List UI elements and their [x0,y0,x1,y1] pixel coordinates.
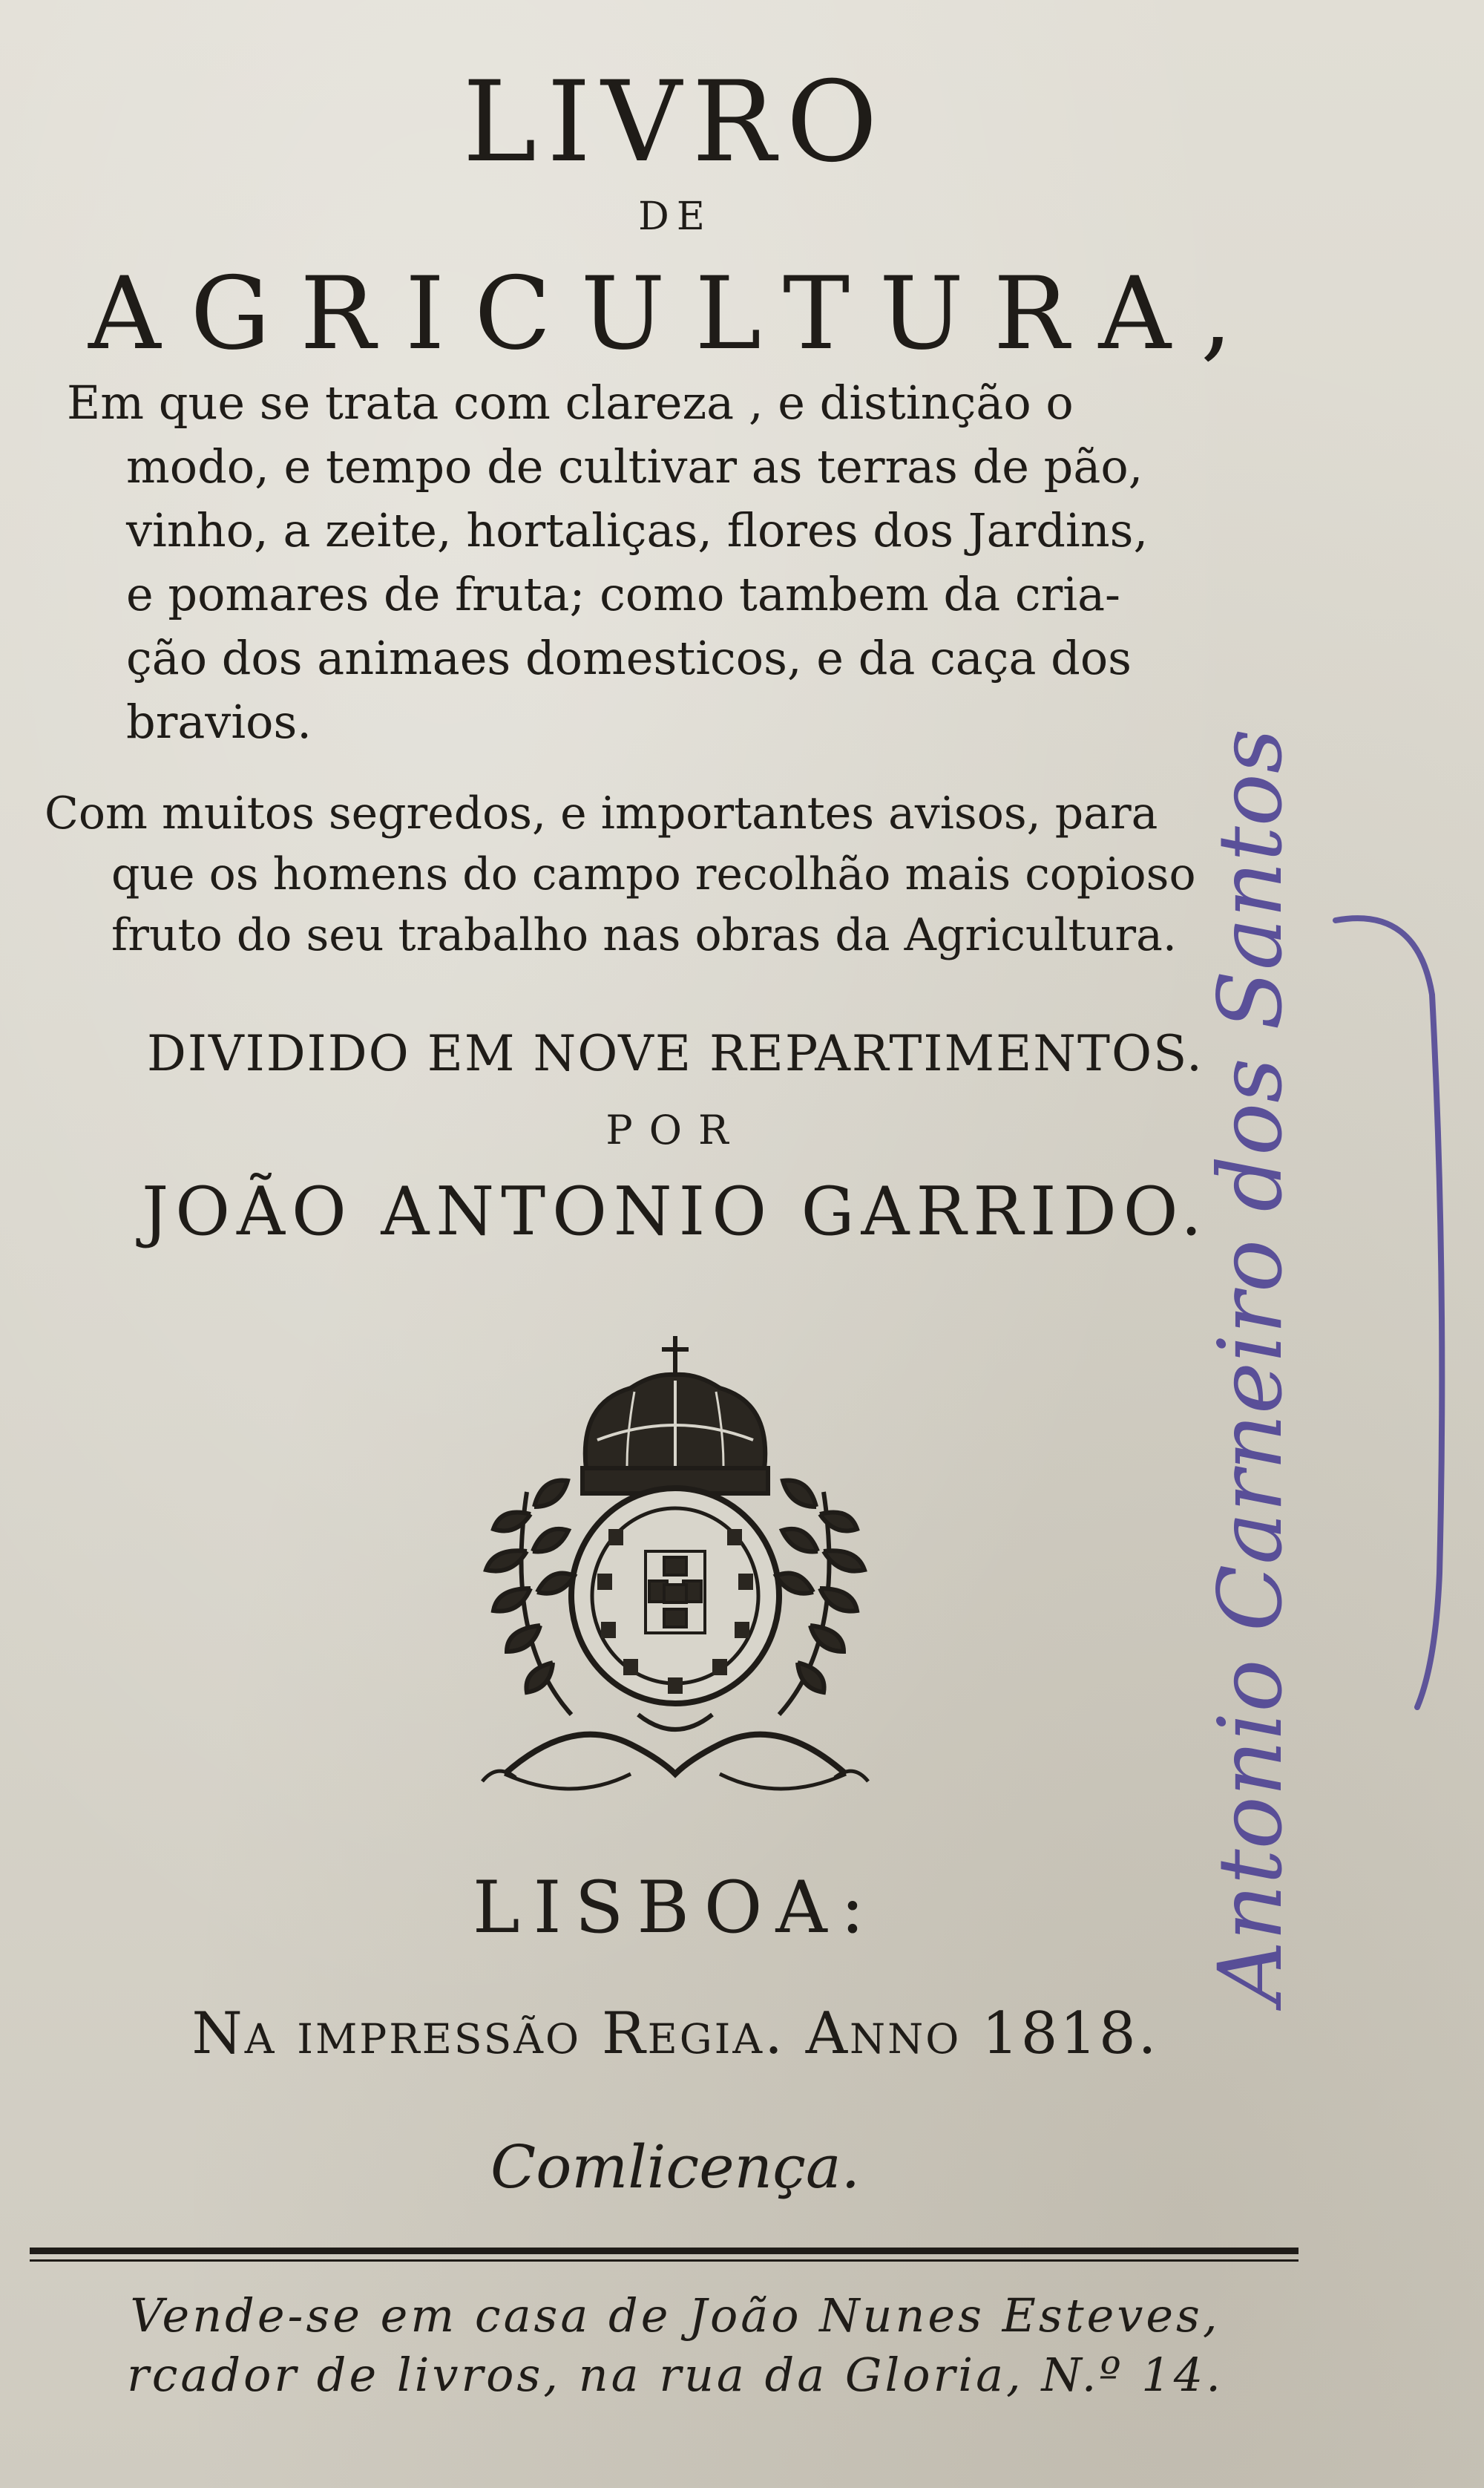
title-livro: LIVRO [462,58,888,187]
imprint-licence: Comlicença. [490,2132,860,2201]
royal-coat-of-arms-icon [460,1329,890,1804]
title-agricultura: AGRICULTURA, [88,255,1262,372]
seller-line: Vende-se em casa de João Nunes Esteves, [130,2288,1221,2343]
seller-line: rcador de livros, na rua da Gloria, N.º 14. [127,2348,1224,2402]
imprint-city: LISBOA: [472,1866,879,1949]
secrets-line: fruto do seu trabalho nas obras da Agricultura. [111,909,1177,961]
description-line: ção dos animaes domesticos, e da caça dos [126,631,1132,685]
description-paragraph [67,371,1298,754]
author-name: JOÃO ANTONIO GARRIDO. [142,1173,1209,1251]
secrets-line: Com muitos segredos, e importantes avisos, para [45,788,1158,839]
by-label: POR [605,1107,745,1153]
divider-thick [30,2248,1298,2254]
imprint-press: Na impressão Regia. Anno 1818. [191,2000,1159,2067]
divided-heading: DIVIDIDO EM NOVE REPARTIMENTOS. [147,1025,1204,1082]
divider-thin [30,2259,1298,2262]
description-line: Em que se trata com clareza , e distinção o [67,376,1074,430]
description-line: e pomares de fruta; como tambem da cria- [126,567,1120,621]
secrets-paragraph [45,783,1298,966]
handwritten-signature: Antonio Carneiro dos Santos [1199,728,1301,2004]
description-line: bravios. [126,695,312,749]
description-line: modo, e tempo de cultivar as terras de pão, [126,439,1143,494]
description-line: vinho, a zeite, hortaliças, flores dos Jardins, [126,503,1149,557]
title-de: DE [638,194,712,239]
secrets-line: que os homens do campo recolhão mais copioso [111,848,1196,900]
signature-flourish-icon [1328,906,1462,1722]
